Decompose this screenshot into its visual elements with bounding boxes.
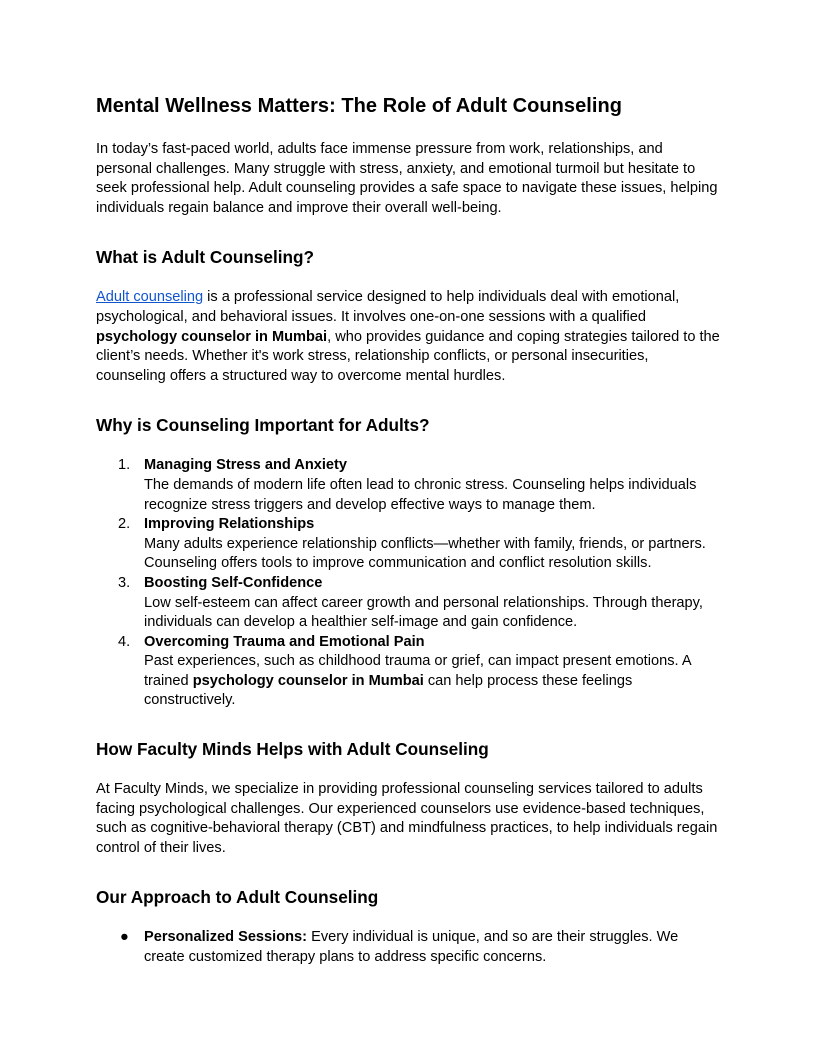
list-item-title: Boosting Self-Confidence (144, 574, 323, 591)
list-item (96, 574, 720, 633)
list-item-body: The demands of modern life often lead to chronic stress. Counseling helps individuals recognize stress triggers and develop effective ways to manage them. (144, 476, 697, 513)
list-number: 4. (118, 633, 131, 650)
list-item (96, 928, 720, 967)
list-item-bold: Personalized Sessions: (144, 929, 308, 946)
list-item-body-text-b: can help process these feelings constructively. (144, 672, 633, 709)
page-title: Mental Wellness Matters: The Role of Adult Counseling (96, 95, 623, 117)
what-is-paragraph (96, 288, 720, 386)
list-item-body: Many adults experience relationship conflicts—whether with family, friends, or partners. Counseling offers tools to improve communication and conflict resolution skills. (144, 535, 706, 572)
section-heading-approach: Our Approach to Adult Counseling (96, 887, 379, 908)
list-item-title: Overcoming Trauma and Emotional Pain (144, 633, 425, 650)
list-item-text: Every individual is unique, and so are their struggles. We create customized therapy plans to address specific concerns. (144, 929, 679, 966)
section-heading-why-important: Why is Counseling Important for Adults? (96, 415, 430, 436)
list-item-title: Managing Stress and Anxiety (144, 457, 348, 474)
section-heading-what-is: What is Adult Counseling? (96, 247, 315, 268)
list-item-body (144, 652, 720, 711)
what-is-text-a: is a professional service designed to help individuals deal with emotional, psychological, and behavioral issues. It involves one-on-one sessions with a qualified (96, 289, 680, 325)
what-is-text-b: , who provides guidance and coping strategies tailored to the client’s needs. Whether it's work stress, relationship conflicts, or personal insecurities, counseling offers a structured way to overcome mental hurdles. (96, 328, 720, 384)
faculty-minds-paragraph: At Faculty Minds, we specialize in providing professional counseling services tailored to adults facing psychological challenges. Our experienced counselors use evidence-based techniques, such as cognitive-behavioral therapy (CBT) and mindfulness practices, to help individuals regain control of their lives. (96, 781, 718, 856)
list-item-body: Low self-esteem can affect career growth and personal relationships. Through therapy, individuals can develop a healthier self-image and gain confidence. (144, 594, 703, 631)
list-item (96, 456, 720, 515)
list-item-title: Improving Relationships (144, 516, 315, 533)
list-item-content (144, 929, 678, 965)
list-number: 3. (118, 574, 131, 591)
what-is-bold: psychology counselor in Mumbai (96, 328, 328, 345)
approach-list (96, 928, 720, 967)
why-important-list (96, 456, 720, 711)
list-item (96, 515, 720, 574)
adult-counseling-link[interactable]: Adult counseling (96, 289, 204, 306)
bullet-icon: ● (120, 929, 129, 946)
list-number: 2. (118, 516, 131, 533)
list-item-body-text-a: Past experiences, such as childhood trauma or grief, can impact present emotions. A trained (144, 653, 691, 689)
list-number: 1. (118, 457, 131, 474)
document-page (96, 92, 720, 968)
list-item (96, 633, 720, 711)
section-heading-faculty-minds: How Faculty Minds Helps with Adult Counseling (96, 739, 489, 760)
intro-paragraph: In today’s fast-paced world, adults face immense pressure from work, relationships, and personal challenges. Many struggle with stress, anxiety, and emotional turmoil but hesitate to seek professional help. Adult counseling provides a safe space to navigate these issues, helping individuals regain balance and improve their overall well-being. (96, 141, 718, 216)
list-item-body-bold: psychology counselor in Mumbai (192, 672, 424, 689)
